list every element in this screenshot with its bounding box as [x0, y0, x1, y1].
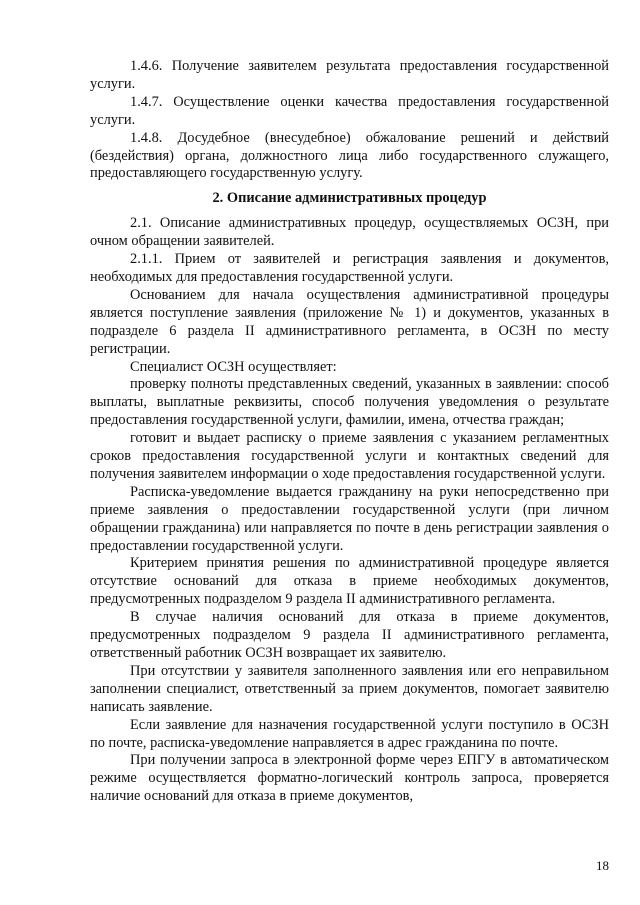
paragraph-receipt-notice: Расписка-уведомление выдается гражданину на руки непосредственно при приеме заявления о предоставлении государственной услуги (при личном обращении гражданина) или направляется по почте в день регистрации заявления о предоставлении государственной услуги.: [90, 483, 609, 554]
paragraph-2-1: 2.1. Описание административных процедур, осуществляемых ОСЗН, при очном обращении заявителей.: [90, 215, 609, 250]
paragraph-specialist: Специалист ОСЗН осуществляет:: [130, 358, 337, 375]
paragraph-electronic: При получении запроса в электронной форме через ЕПГУ в автоматическом режиме осуществляется форматно-логический контроль запроса, проверяется наличие оснований для отказа в приеме документов,: [90, 752, 609, 805]
paragraph-1-4-6: 1.4.6. Получение заявителем результата предоставления государственной услуги.: [90, 58, 609, 92]
paragraph-criterion: Критерием принятия решения по административной процедуре является отсутствие оснований для отказа в приеме необходимых документов, предусмотренных подразделом 9 раздела II административного регламента.: [90, 555, 609, 608]
paragraph-basis: Основанием для начала осуществления административной процедуры является поступление заявления (приложение № 1) и документов, указанных в подразделе 6 раздела II административного регламента, в ОСЗН по месту регистрации.: [90, 286, 609, 357]
paragraph-1-4-7: 1.4.7. Осуществление оценки качества предоставления государственной услуги.: [90, 93, 609, 128]
document-page: [90, 58, 609, 806]
section-heading: 2. Описание административных процедур: [212, 190, 487, 207]
paragraph-refusal: В случае наличия оснований для отказа в приеме документов, предусмотренных подразделом 9 раздела II административного регламента, ответственный работник ОСЗН возвращает их заявителю.: [90, 609, 609, 661]
paragraph-receipt: готовит и выдает расписку о приеме заявления с указанием регламентных сроков предоставления государственной услуги и контактных сведений для получения заявителем информации о ходе предоставления государственной услуги.: [90, 430, 609, 482]
paragraph-1-4-8: 1.4.8. Досудебное (внесудебное) обжалование решений и действий (бездействия) органа, должностного лица либо государственного служащего, предоставляющего государственную услугу.: [90, 129, 609, 182]
paragraph-by-mail: Если заявление для назначения государственной услуги поступило в ОСЗН по почте, расписка-уведомление направляется в адрес гражданина по почте.: [90, 716, 609, 751]
paragraph-check-completeness: проверку полноты представленных сведений, указанных в заявлении: способ выплаты, выплатные реквизиты, способ получения уведомления о результате предоставления государственной услуги, фамилии, имена, отчества граждан;: [90, 376, 609, 429]
paragraph-help-application: При отсутствии у заявителя заполненного заявления или его неправильном заполнении специалист, ответственный за прием документов, помогает заявителю написать заявление.: [90, 662, 609, 715]
paragraph-2-1-1: 2.1.1. Прием от заявителей и регистрация заявления и документов, необходимых для предоставления государственной услуги.: [90, 251, 609, 285]
page-number: 18: [596, 858, 609, 873]
